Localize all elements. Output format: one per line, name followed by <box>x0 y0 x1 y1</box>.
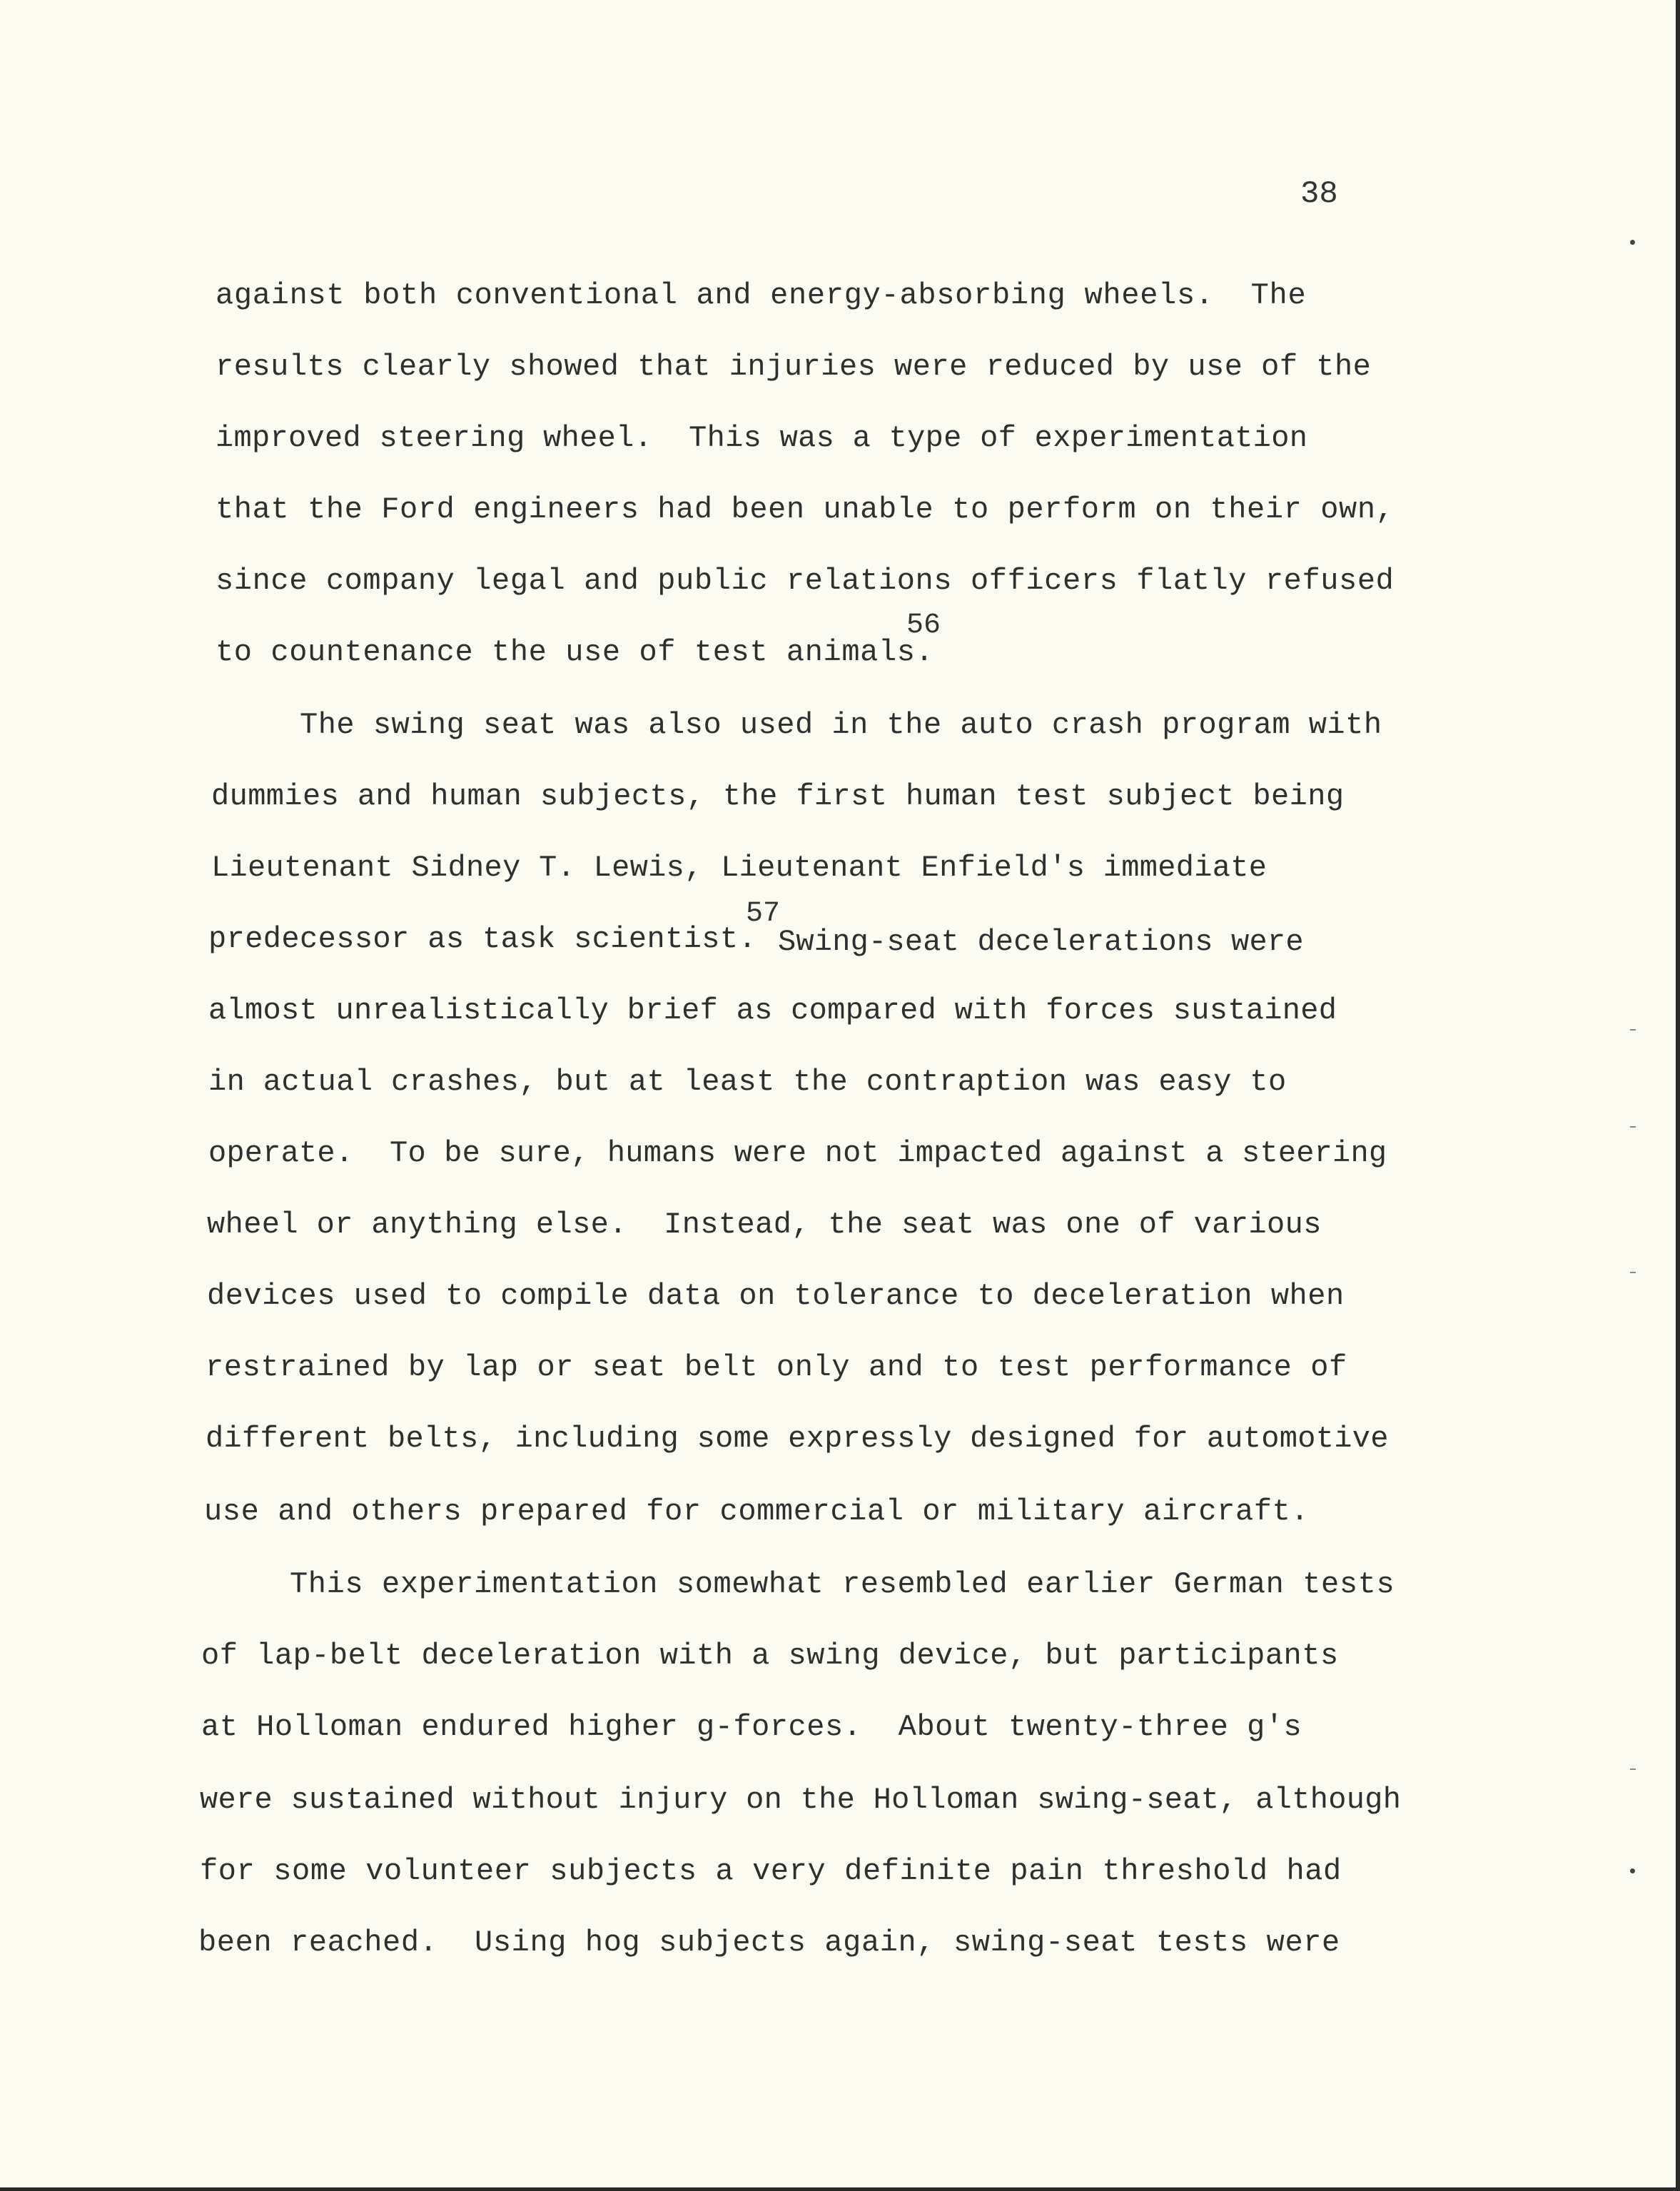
margin-tick <box>1630 1126 1636 1128</box>
text-line: restrained by lap or seat belt only and to test performance of <box>206 1350 1347 1385</box>
margin-tick <box>1630 1272 1636 1273</box>
margin-speck <box>1630 240 1635 245</box>
text-line: different belts, including some expressly designed for automotive <box>206 1422 1389 1456</box>
text-line: dummies and human subjects, the first human test subject being <box>211 779 1345 814</box>
text-line: use and others prepared for commercial or military aircraft. <box>204 1494 1310 1529</box>
margin-speck <box>1630 1868 1635 1873</box>
text-line: operate. To be sure, humans were not impacted against a steering <box>208 1136 1387 1170</box>
text-line: of lap-belt deceleration with a swing device, but participants <box>201 1639 1339 1673</box>
text-line: wheel or anything else. Instead, the seat was one of various <box>207 1208 1322 1242</box>
text-line: against both conventional and energy-absorbing wheels. The <box>216 278 1307 313</box>
text-line: This experimentation somewhat resembled earlier German tests <box>290 1567 1395 1601</box>
text-line: improved steering wheel. This was a type of experimentation <box>216 421 1308 455</box>
text-line: in actual crashes, but at least the contraption was easy to <box>208 1065 1287 1099</box>
text-line: predecessor as task scientist. <box>208 922 757 956</box>
text-line: devices used to compile data on tolerance to deceleration when <box>207 1279 1345 1313</box>
text-line: at Holloman endured higher g-forces. About twenty-three g's <box>201 1710 1302 1744</box>
text-line: been reached. Using hog subjects again, swing-seat tests were <box>198 1926 1340 1960</box>
footnote-marker-57: 57 <box>746 898 781 930</box>
text-line: to countenance the use of test animals. <box>216 635 934 669</box>
text-line: results clearly showed that injuries were reduced by use of the <box>216 350 1372 384</box>
margin-tick <box>1630 1769 1636 1770</box>
scan-edge-bottom <box>0 2187 1680 2191</box>
scan-edge-right <box>1676 0 1680 2191</box>
text-line: Lieutenant Sidney T. Lewis, Lieutenant Enfield's immediate <box>211 851 1267 885</box>
text-line: almost unrealistically brief as compared with forces sustained <box>208 993 1337 1028</box>
page-number: 38 <box>1300 176 1338 212</box>
text-line: were sustained without injury on the Holloman swing-seat, although <box>200 1783 1402 1817</box>
footnote-marker-56: 56 <box>906 609 941 642</box>
text-line: The swing seat was also used in the auto crash program with <box>300 708 1382 742</box>
text-line: for some volunteer subjects a very definite pain threshold had <box>200 1854 1342 1888</box>
text-line: Swing-seat decelerations were <box>778 925 1304 959</box>
margin-tick <box>1630 1029 1636 1031</box>
text-line: since company legal and public relations officers flatly refused <box>216 564 1395 598</box>
text-line: that the Ford engineers had been unable to perform on their own, <box>216 492 1395 527</box>
